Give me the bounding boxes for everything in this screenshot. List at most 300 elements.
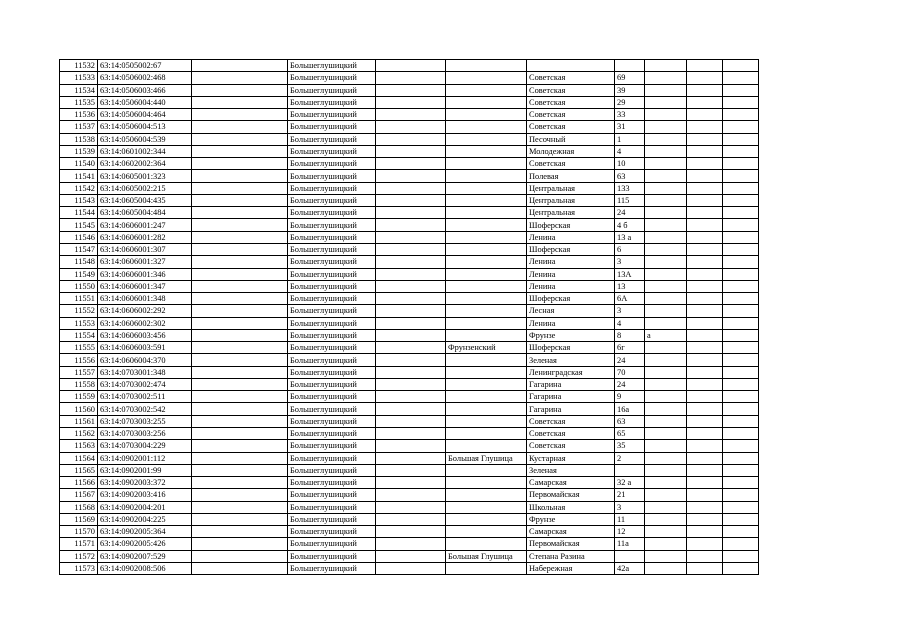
row-number: 11563 <box>60 440 98 452</box>
table-row <box>60 354 759 366</box>
settlement <box>446 354 527 366</box>
house-suffix <box>645 415 687 427</box>
blank-cell <box>723 182 759 194</box>
street: Самарская <box>527 477 615 489</box>
blank-cell <box>192 194 288 206</box>
municipality: Большеглушицкий <box>288 354 376 366</box>
cadastral-number: 63:14:0902004:225 <box>98 513 192 525</box>
blank-cell <box>192 182 288 194</box>
street: Кустарная <box>527 452 615 464</box>
house-number: 1 <box>615 133 645 145</box>
table-row <box>60 133 759 145</box>
house-number <box>615 550 645 562</box>
blank-cell <box>376 391 446 403</box>
blank-cell <box>376 366 446 378</box>
street: Ленина <box>527 317 615 329</box>
blank-cell <box>723 464 759 476</box>
blank-cell <box>687 317 723 329</box>
row-number: 11572 <box>60 550 98 562</box>
cadastral-number: 63:14:0902001:112 <box>98 452 192 464</box>
street: Фрунзе <box>527 513 615 525</box>
cadastral-number: 63:14:0506004:539 <box>98 133 192 145</box>
municipality: Большеглушицкий <box>288 427 376 439</box>
house-number: 21 <box>615 489 645 501</box>
cadastral-number: 63:14:0703002:542 <box>98 403 192 415</box>
house-suffix <box>645 305 687 317</box>
blank-cell <box>723 342 759 354</box>
blank-cell <box>687 464 723 476</box>
blank-cell <box>723 354 759 366</box>
municipality: Большеглушицкий <box>288 489 376 501</box>
settlement <box>446 477 527 489</box>
blank-cell <box>192 293 288 305</box>
row-number: 11538 <box>60 133 98 145</box>
row-number: 11573 <box>60 562 98 574</box>
row-number: 11553 <box>60 317 98 329</box>
street: Первомайская <box>527 538 615 550</box>
street: Гагарина <box>527 378 615 390</box>
blank-cell <box>376 96 446 108</box>
blank-cell <box>376 121 446 133</box>
house-number: 3 <box>615 256 645 268</box>
blank-cell <box>723 378 759 390</box>
row-number: 11568 <box>60 501 98 513</box>
house-suffix <box>645 342 687 354</box>
blank-cell <box>687 72 723 84</box>
blank-cell <box>687 194 723 206</box>
blank-cell <box>376 464 446 476</box>
blank-cell <box>192 538 288 550</box>
blank-cell <box>687 84 723 96</box>
cadastral-number: 63:14:0605001:323 <box>98 170 192 182</box>
blank-cell <box>687 489 723 501</box>
table-row <box>60 84 759 96</box>
settlement <box>446 526 527 538</box>
street: Ленина <box>527 256 615 268</box>
blank-cell <box>687 501 723 513</box>
municipality: Большеглушицкий <box>288 268 376 280</box>
house-number: 12 <box>615 526 645 538</box>
municipality: Большеглушицкий <box>288 317 376 329</box>
row-number: 11555 <box>60 342 98 354</box>
blank-cell <box>687 427 723 439</box>
cadastral-number: 63:14:0606001:347 <box>98 280 192 292</box>
house-number: 24 <box>615 354 645 366</box>
house-number: 42а <box>615 562 645 574</box>
blank-cell <box>192 391 288 403</box>
municipality: Большеглушицкий <box>288 366 376 378</box>
house-number: 2 <box>615 452 645 464</box>
house-suffix <box>645 317 687 329</box>
blank-cell <box>723 121 759 133</box>
street: Советская <box>527 96 615 108</box>
street: Набережная <box>527 562 615 574</box>
blank-cell <box>376 293 446 305</box>
blank-cell <box>687 170 723 182</box>
municipality: Большеглушицкий <box>288 415 376 427</box>
settlement <box>446 391 527 403</box>
table-row <box>60 231 759 243</box>
blank-cell <box>687 550 723 562</box>
table-row <box>60 109 759 121</box>
row-number: 11561 <box>60 415 98 427</box>
settlement <box>446 538 527 550</box>
blank-cell <box>376 194 446 206</box>
blank-cell <box>723 562 759 574</box>
blank-cell <box>192 354 288 366</box>
table-row <box>60 219 759 231</box>
settlement <box>446 366 527 378</box>
house-suffix <box>645 158 687 170</box>
table-row <box>60 280 759 292</box>
house-suffix <box>645 526 687 538</box>
row-number: 11534 <box>60 84 98 96</box>
table-row <box>60 329 759 341</box>
blank-cell <box>376 219 446 231</box>
blank-cell <box>723 133 759 145</box>
house-number: 33 <box>615 109 645 121</box>
table-row <box>60 256 759 268</box>
street: Зеленая <box>527 354 615 366</box>
municipality: Большеглушицкий <box>288 72 376 84</box>
row-number: 11560 <box>60 403 98 415</box>
street: Песочный <box>527 133 615 145</box>
table-row <box>60 489 759 501</box>
row-number: 11541 <box>60 170 98 182</box>
cadastral-number: 63:14:0506002:468 <box>98 72 192 84</box>
street: Ленина <box>527 268 615 280</box>
municipality: Большеглушицкий <box>288 60 376 72</box>
blank-cell <box>192 60 288 72</box>
house-number: 63 <box>615 170 645 182</box>
street: Молодежная <box>527 145 615 157</box>
cadastral-number: 63:14:0606003:591 <box>98 342 192 354</box>
blank-cell <box>687 293 723 305</box>
house-suffix <box>645 427 687 439</box>
street: Советская <box>527 427 615 439</box>
cadastral-number: 63:14:0506004:440 <box>98 96 192 108</box>
settlement <box>446 194 527 206</box>
house-number: 16а <box>615 403 645 415</box>
table-row <box>60 158 759 170</box>
municipality: Большеглушицкий <box>288 84 376 96</box>
municipality: Большеглушицкий <box>288 256 376 268</box>
blank-cell <box>376 477 446 489</box>
house-number: 6 <box>615 243 645 255</box>
house-number: 4 б <box>615 219 645 231</box>
house-suffix <box>645 231 687 243</box>
house-suffix <box>645 293 687 305</box>
municipality: Большеглушицкий <box>288 526 376 538</box>
blank-cell <box>687 562 723 574</box>
blank-cell <box>192 366 288 378</box>
blank-cell <box>687 415 723 427</box>
blank-cell <box>687 403 723 415</box>
municipality: Большеглушицкий <box>288 109 376 121</box>
cadastral-number: 63:14:0606001:348 <box>98 293 192 305</box>
cadastral-number: 63:14:0506004:464 <box>98 109 192 121</box>
house-suffix <box>645 243 687 255</box>
table-row <box>60 378 759 390</box>
house-suffix <box>645 72 687 84</box>
house-number: 39 <box>615 84 645 96</box>
blank-cell <box>192 231 288 243</box>
house-suffix <box>645 378 687 390</box>
blank-cell <box>376 329 446 341</box>
blank-cell <box>192 562 288 574</box>
house-suffix <box>645 538 687 550</box>
blank-cell <box>723 231 759 243</box>
house-number: 3 <box>615 305 645 317</box>
row-number: 11564 <box>60 452 98 464</box>
house-suffix <box>645 366 687 378</box>
table-row <box>60 293 759 305</box>
cadastral-number: 63:14:0606001:346 <box>98 268 192 280</box>
blank-cell <box>687 121 723 133</box>
row-number: 11547 <box>60 243 98 255</box>
row-number: 11570 <box>60 526 98 538</box>
house-suffix <box>645 133 687 145</box>
settlement <box>446 268 527 280</box>
settlement <box>446 231 527 243</box>
blank-cell <box>723 256 759 268</box>
house-number: 6г <box>615 342 645 354</box>
municipality: Большеглушицкий <box>288 145 376 157</box>
house-suffix <box>645 182 687 194</box>
table-row <box>60 182 759 194</box>
blank-cell <box>192 501 288 513</box>
street: Центральная <box>527 194 615 206</box>
municipality: Большеглушицкий <box>288 182 376 194</box>
house-number: 24 <box>615 378 645 390</box>
street: Шоферская <box>527 342 615 354</box>
blank-cell <box>192 280 288 292</box>
row-number: 11542 <box>60 182 98 194</box>
blank-cell <box>687 96 723 108</box>
blank-cell <box>687 329 723 341</box>
blank-cell <box>192 72 288 84</box>
house-number: 13 а <box>615 231 645 243</box>
blank-cell <box>192 121 288 133</box>
cadastral-number: 63:14:0606001:282 <box>98 231 192 243</box>
blank-cell <box>192 170 288 182</box>
blank-cell <box>723 317 759 329</box>
street: Центральная <box>527 182 615 194</box>
cadastral-number: 63:14:0902003:372 <box>98 477 192 489</box>
blank-cell <box>192 84 288 96</box>
blank-cell <box>192 158 288 170</box>
house-suffix <box>645 219 687 231</box>
cadastral-number: 63:14:0606001:307 <box>98 243 192 255</box>
house-number: 11 <box>615 513 645 525</box>
cadastral-number: 63:14:0606001:247 <box>98 219 192 231</box>
row-number: 11554 <box>60 329 98 341</box>
blank-cell <box>192 440 288 452</box>
table-row <box>60 268 759 280</box>
municipality: Большеглушицкий <box>288 329 376 341</box>
house-suffix <box>645 489 687 501</box>
street: Советская <box>527 440 615 452</box>
house-suffix <box>645 280 687 292</box>
blank-cell <box>723 72 759 84</box>
row-number: 11532 <box>60 60 98 72</box>
settlement: Большая Глушица <box>446 452 527 464</box>
blank-cell <box>192 378 288 390</box>
table-row <box>60 403 759 415</box>
row-number: 11556 <box>60 354 98 366</box>
house-number: 3 <box>615 501 645 513</box>
blank-cell <box>376 109 446 121</box>
blank-cell <box>192 329 288 341</box>
house-suffix <box>645 109 687 121</box>
blank-cell <box>376 72 446 84</box>
settlement <box>446 562 527 574</box>
blank-cell <box>376 354 446 366</box>
blank-cell <box>687 538 723 550</box>
house-suffix <box>645 96 687 108</box>
blank-cell <box>687 231 723 243</box>
street: Фрунзе <box>527 329 615 341</box>
municipality: Большеглушицкий <box>288 280 376 292</box>
cadastral-number: 63:14:0606002:292 <box>98 305 192 317</box>
municipality: Большеглушицкий <box>288 121 376 133</box>
row-number: 11567 <box>60 489 98 501</box>
cadastral-number: 63:14:0606002:302 <box>98 317 192 329</box>
table-row <box>60 452 759 464</box>
settlement <box>446 170 527 182</box>
municipality: Большеглушицкий <box>288 96 376 108</box>
blank-cell <box>723 452 759 464</box>
house-number <box>615 464 645 476</box>
blank-cell <box>723 427 759 439</box>
row-number: 11559 <box>60 391 98 403</box>
blank-cell <box>376 305 446 317</box>
blank-cell <box>723 440 759 452</box>
cadastral-number: 63:14:0505002:67 <box>98 60 192 72</box>
street: Самарская <box>527 526 615 538</box>
house-number: 13 <box>615 280 645 292</box>
row-number: 11540 <box>60 158 98 170</box>
blank-cell <box>192 403 288 415</box>
table-row <box>60 317 759 329</box>
blank-cell <box>687 133 723 145</box>
street: Полевая <box>527 170 615 182</box>
settlement <box>446 317 527 329</box>
settlement <box>446 219 527 231</box>
settlement <box>446 133 527 145</box>
settlement <box>446 489 527 501</box>
house-suffix <box>645 391 687 403</box>
street: Зеленая <box>527 464 615 476</box>
municipality: Большеглушицкий <box>288 219 376 231</box>
blank-cell <box>376 207 446 219</box>
blank-cell <box>192 305 288 317</box>
blank-cell <box>687 477 723 489</box>
blank-cell <box>192 207 288 219</box>
table-row <box>60 342 759 354</box>
table-row <box>60 391 759 403</box>
blank-cell <box>376 562 446 574</box>
settlement: Большая Глушица <box>446 550 527 562</box>
blank-cell <box>687 513 723 525</box>
house-suffix <box>645 513 687 525</box>
blank-cell <box>376 170 446 182</box>
blank-cell <box>192 96 288 108</box>
table-row <box>60 145 759 157</box>
blank-cell <box>723 513 759 525</box>
settlement <box>446 84 527 96</box>
house-suffix <box>645 121 687 133</box>
table-row <box>60 550 759 562</box>
blank-cell <box>192 427 288 439</box>
cadastral-number: 63:14:0506004:513 <box>98 121 192 133</box>
house-suffix <box>645 60 687 72</box>
row-number: 11558 <box>60 378 98 390</box>
blank-cell <box>192 109 288 121</box>
table-row <box>60 170 759 182</box>
cadastral-number: 63:14:0703001:348 <box>98 366 192 378</box>
blank-cell <box>723 403 759 415</box>
row-number: 11557 <box>60 366 98 378</box>
blank-cell <box>376 231 446 243</box>
municipality: Большеглушицкий <box>288 170 376 182</box>
blank-cell <box>192 219 288 231</box>
row-number: 11535 <box>60 96 98 108</box>
settlement <box>446 207 527 219</box>
cadastral-number: 63:14:0703002:511 <box>98 391 192 403</box>
blank-cell <box>376 538 446 550</box>
street: Ленинградская <box>527 366 615 378</box>
cadastral-number: 63:14:0506003:466 <box>98 84 192 96</box>
cadastral-number: 63:14:0606004:370 <box>98 354 192 366</box>
blank-cell <box>723 489 759 501</box>
row-number: 11543 <box>60 194 98 206</box>
row-number: 11551 <box>60 293 98 305</box>
blank-cell <box>687 526 723 538</box>
blank-cell <box>723 170 759 182</box>
blank-cell <box>687 158 723 170</box>
blank-cell <box>687 354 723 366</box>
municipality: Большеглушицкий <box>288 378 376 390</box>
house-suffix <box>645 256 687 268</box>
cadastral-number: 63:14:0703004:229 <box>98 440 192 452</box>
cadastral-number: 63:14:0902003:416 <box>98 489 192 501</box>
house-suffix <box>645 145 687 157</box>
blank-cell <box>376 133 446 145</box>
blank-cell <box>723 415 759 427</box>
blank-cell <box>376 256 446 268</box>
house-number: 35 <box>615 440 645 452</box>
blank-cell <box>192 317 288 329</box>
table-row <box>60 305 759 317</box>
table-row <box>60 415 759 427</box>
table-row <box>60 477 759 489</box>
house-number: 6А <box>615 293 645 305</box>
municipality: Большеглушицкий <box>288 231 376 243</box>
street: Лесная <box>527 305 615 317</box>
blank-cell <box>687 145 723 157</box>
table-row <box>60 538 759 550</box>
blank-cell <box>687 243 723 255</box>
table-row <box>60 440 759 452</box>
settlement: Фрунзенский <box>446 342 527 354</box>
cadastral-number: 63:14:0703003:256 <box>98 427 192 439</box>
blank-cell <box>376 158 446 170</box>
settlement <box>446 280 527 292</box>
row-number: 11571 <box>60 538 98 550</box>
settlement <box>446 305 527 317</box>
blank-cell <box>723 329 759 341</box>
